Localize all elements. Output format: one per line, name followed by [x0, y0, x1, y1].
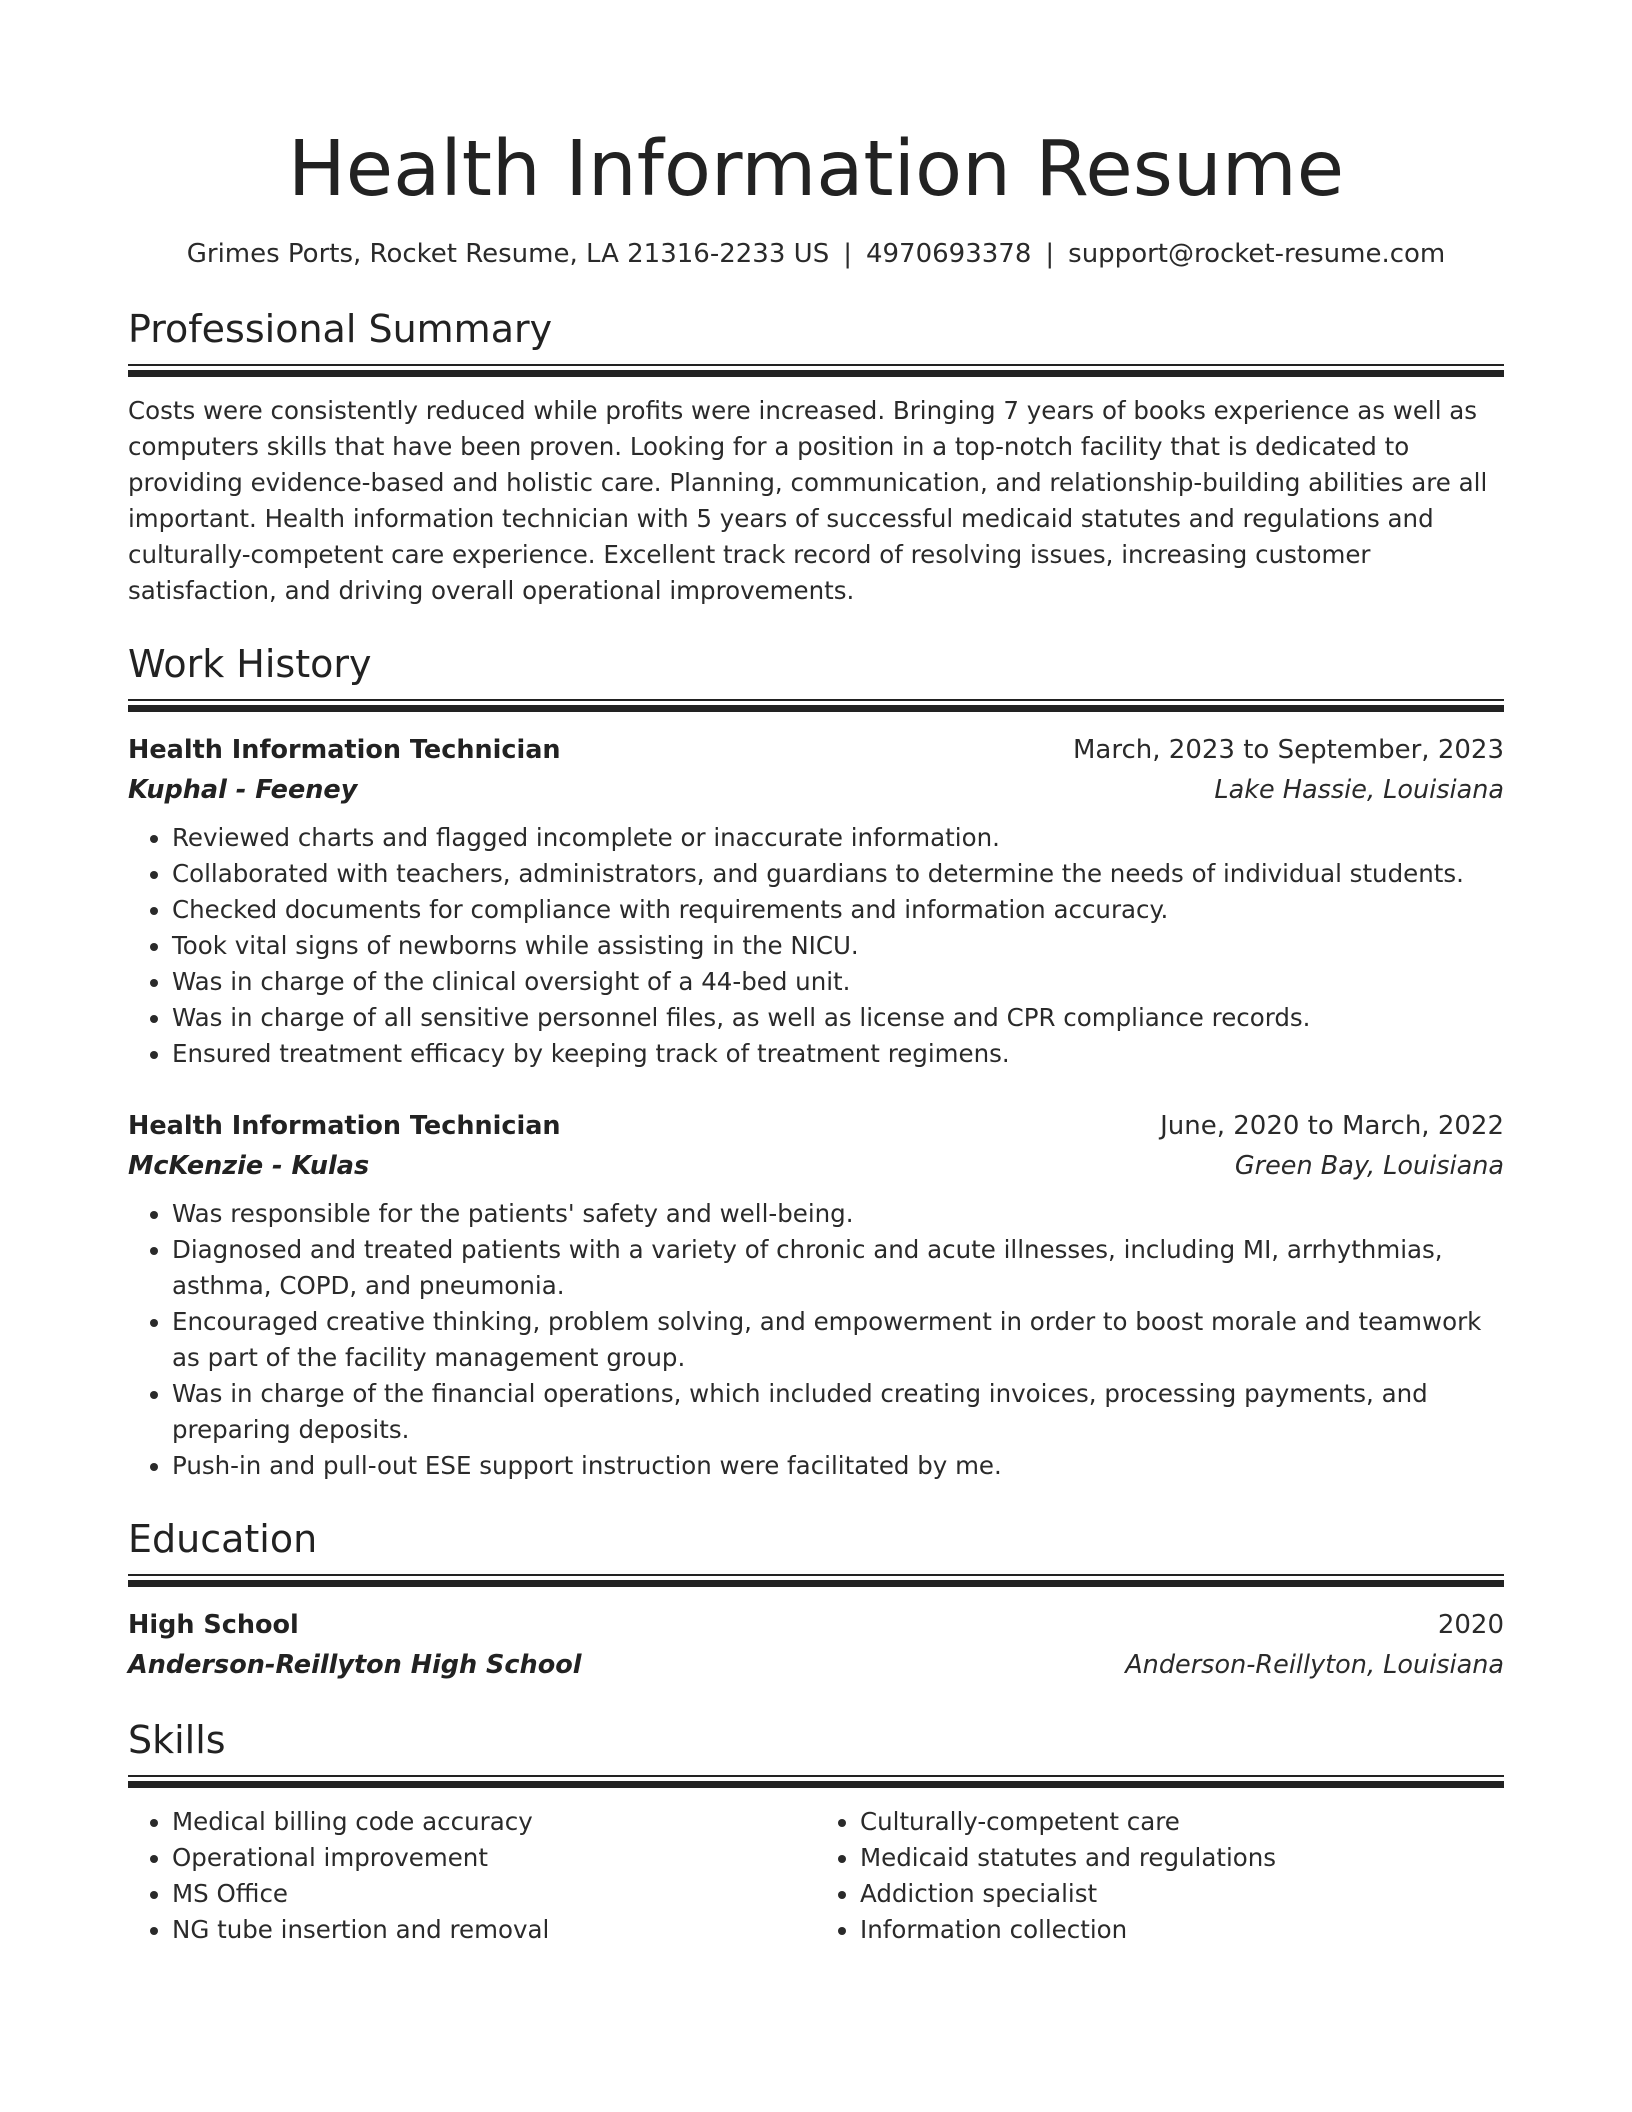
skills-columns: [128, 1804, 1504, 1948]
list-item: • NG tube insertion and removal: [172, 1912, 816, 1948]
job-entry-1: [128, 730, 1504, 1072]
list-item: • Collaborated with teachers, administrators, and guardians to determine the needs of individual students.: [172, 856, 1504, 892]
list-item: • Was responsible for the patients' safety and well-being.: [172, 1196, 1504, 1232]
job-dates: March, 2023 to September, 2023: [1073, 735, 1504, 765]
list-item: • Medicaid statutes and regulations: [860, 1840, 1504, 1876]
education-degree: High School: [128, 1610, 299, 1640]
section-title-summary: Professional Summary: [128, 307, 553, 351]
job-bullets: [128, 1196, 1504, 1484]
list-item: • Diagnosed and treated patients with a variety of chronic and acute illnesses, including MI, arrhythmias, asthma, COPD, and pneumonia.: [172, 1232, 1504, 1304]
job-location: Green Bay, Louisiana: [1234, 1151, 1504, 1181]
summary-text: Costs were consistently reduced while profits were increased. Bringing 7 years of books experience as well as computers skills that have been proven. Looking for a position in a top-notch facility that is dedicated to providing evidence-based and holistic care. Planning, communication, and relationship-building abilities are all important. Health information technician with 5 years of successful medicaid statutes and regulations and culturally-competent care experience. Excellent track record of resolving issues, increasing customer satisfaction, and driving overall operational improvements.: [128, 396, 1488, 605]
contact-email: support@rocket-resume.com: [1068, 239, 1446, 269]
job-entry-2: [128, 1106, 1504, 1484]
section-divider: [128, 699, 1504, 712]
resume-page: [128, 120, 1504, 1948]
list-item: • Reviewed charts and flagged incomplete or inaccurate information.: [172, 820, 1504, 856]
education-entry: [128, 1605, 1504, 1685]
list-item: • Information collection: [860, 1912, 1504, 1948]
education-school-row: [128, 1645, 1504, 1685]
section-divider: [128, 1574, 1504, 1587]
work-history-section: [128, 639, 1504, 1484]
contact-separator: |: [1045, 239, 1055, 269]
section-title-education: Education: [128, 1517, 318, 1561]
list-item: • Was in charge of the clinical oversight of a 44-bed unit.: [172, 964, 1504, 1000]
section-title-skills: Skills: [128, 1718, 226, 1762]
education-school: Anderson-Reillyton High School: [128, 1650, 582, 1680]
skills-list-right: [816, 1804, 1504, 1948]
education-location: Anderson-Reillyton, Louisiana: [1125, 1650, 1504, 1680]
list-item: • Push-in and pull-out ESE support instruction were facilitated by me.: [172, 1448, 1504, 1484]
section-divider: [128, 1775, 1504, 1788]
list-item: • Ensured treatment efficacy by keeping track of treatment regimens.: [172, 1036, 1504, 1072]
list-item: • Checked documents for compliance with requirements and information accuracy.: [172, 892, 1504, 928]
skills-list-left: [128, 1804, 816, 1948]
job-title: Health Information Technician: [128, 735, 561, 765]
education-header-row: [128, 1605, 1504, 1645]
job-company-row: [128, 1146, 1504, 1186]
job-company: McKenzie - Kulas: [128, 1151, 370, 1181]
list-item: • Was in charge of all sensitive personnel files, as well as license and CPR compliance records.: [172, 1000, 1504, 1036]
job-title: Health Information Technician: [128, 1111, 561, 1141]
contact-separator: |: [843, 239, 852, 269]
skills-section: [128, 1715, 1504, 1948]
list-item: • Culturally-competent care: [860, 1804, 1504, 1840]
list-item: • Addiction specialist: [860, 1876, 1504, 1912]
contact-phone: 4970693378: [865, 239, 1032, 269]
job-header-row: [128, 730, 1504, 770]
list-item: • Was in charge of the financial operations, which included creating invoices, processing payments, and preparing deposits.: [172, 1376, 1504, 1448]
list-item: • Encouraged creative thinking, problem solving, and empowerment in order to boost morale and teamwork as part of the facility management group.: [172, 1304, 1504, 1376]
job-location: Lake Hassie, Louisiana: [1214, 775, 1504, 805]
section-title-work-history: Work History: [128, 642, 372, 686]
job-company: Kuphal - Feeney: [128, 775, 358, 805]
job-company-row: [128, 770, 1504, 810]
section-divider: [128, 364, 1504, 377]
resume-name: Health Information Resume: [287, 125, 1345, 214]
job-bullets: [128, 820, 1504, 1072]
summary-section: [128, 304, 1504, 609]
list-item: • Medical billing code accuracy: [172, 1804, 816, 1840]
job-dates: June, 2020 to March, 2022: [1160, 1111, 1504, 1141]
contact-line: [128, 234, 1504, 274]
list-item: • Took vital signs of newborns while assisting in the NICU.: [172, 928, 1504, 964]
contact-address: Grimes Ports, Rocket Resume, LA 21316-2233 US: [186, 239, 830, 269]
list-item: • MS Office: [172, 1876, 816, 1912]
education-section: [128, 1514, 1504, 1685]
list-item: • Operational improvement: [172, 1840, 816, 1876]
education-year: 2020: [1437, 1610, 1504, 1640]
job-header-row: [128, 1106, 1504, 1146]
